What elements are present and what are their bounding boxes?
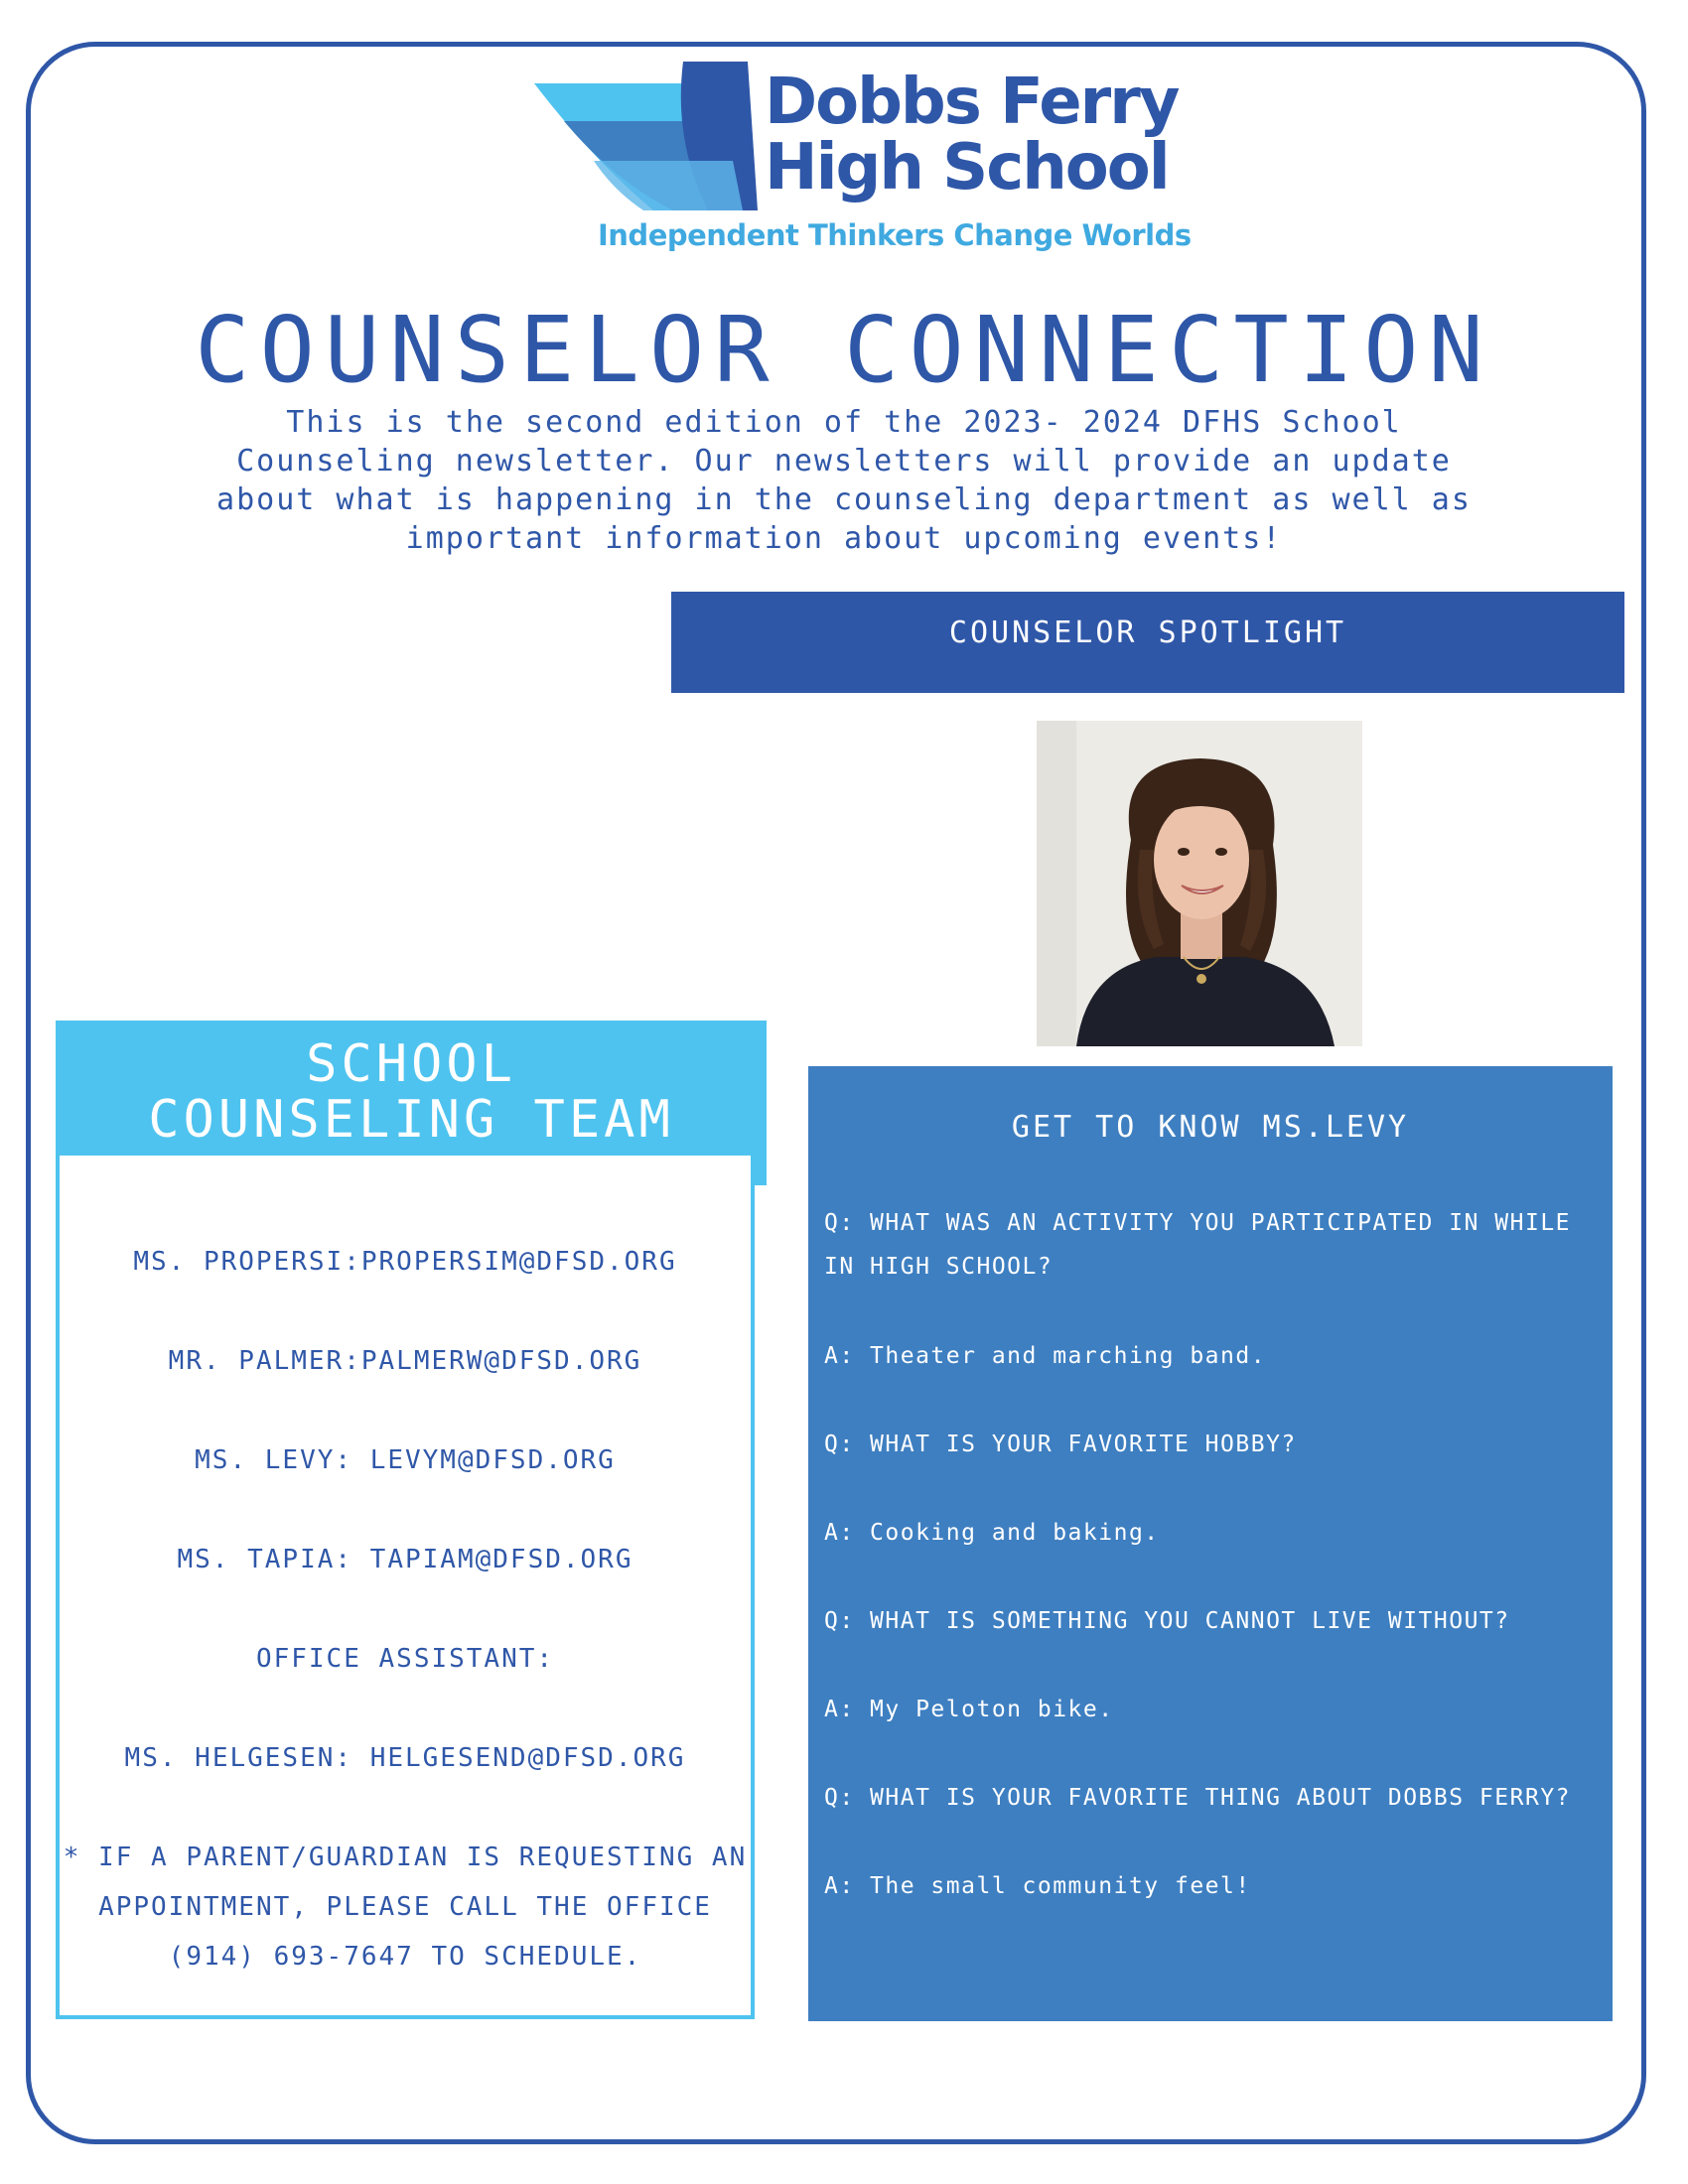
qa-answer: A: Cooking and baking.: [824, 1520, 1160, 1546]
spotlight-label: COUNSELOR SPOTLIGHT: [948, 615, 1347, 650]
team-contact-list: [56, 1152, 755, 2019]
team-member: MS. TAPIA: TAPIAM@DFSD.ORG: [177, 1545, 633, 1574]
qa-question: Q: WHAT IS SOMETHING YOU CANNOT LIVE WITHOUT?: [824, 1608, 1510, 1634]
qa-answer: A: Theater and marching band.: [824, 1343, 1267, 1369]
portrait-illustration: [1037, 721, 1362, 1046]
team-member: OFFICE ASSISTANT:: [255, 1644, 555, 1674]
qa-question: Q: WHAT IS YOUR FAVORITE THING ABOUT DOBBS FERRY?: [824, 1785, 1572, 1811]
team-member: MS. HELGESEN: HELGESEND@DFSD.ORG: [124, 1743, 686, 1773]
qa-panel: [808, 1066, 1613, 2021]
school-logo: [534, 62, 1192, 260]
qa-question: Q: WHAT IS YOUR FAVORITE HOBBY?: [824, 1432, 1297, 1457]
team-title-line1: SCHOOL: [306, 1034, 516, 1094]
counselor-photo: [1037, 721, 1362, 1046]
spotlight-banner: [671, 592, 1624, 693]
team-member: MR. PALMER:PALMERW@DFSD.ORG: [168, 1346, 642, 1376]
school-name: [765, 66, 1182, 205]
team-member: MS. LEVY: LEVYM@DFSD.ORG: [195, 1445, 616, 1475]
school-name-line2: High School: [765, 131, 1169, 205]
school-tagline: Independent Thinkers Change Worlds: [598, 218, 1192, 252]
team-member: MS. PROPERSI:PROPERSIM@DFSD.ORG: [133, 1247, 677, 1277]
qa-title: GET TO KNOW MS.LEVY: [1011, 1110, 1410, 1145]
qa-answer: A: The small community feel!: [824, 1873, 1251, 1899]
appointment-note: * IF A PARENT/GUARDIAN IS REQUESTING AN APPOINTMENT, PLEASE CALL THE OFFICE (914) 693-7647 TO SCHEDULE.: [63, 1843, 748, 1972]
qa-question: Q: WHAT WAS AN ACTIVITY YOU PARTICIPATED IN WHILE IN HIGH SCHOOL?: [824, 1210, 1572, 1280]
wave-logo-icon: [534, 62, 773, 210]
team-title-line2: COUNSELING TEAM: [148, 1090, 674, 1150]
newsletter-title: COUNSELOR CONNECTION: [195, 297, 1493, 403]
school-name-line1: Dobbs Ferry: [765, 66, 1179, 139]
qa-answer: A: My Peloton bike.: [824, 1697, 1114, 1722]
intro-text: This is the second edition of the 2023- 2024 DFHS School Counseling newsletter. Our newsletters will provide an update about what is happening in the counseling department as well as important information about upcoming events!: [216, 405, 1472, 556]
